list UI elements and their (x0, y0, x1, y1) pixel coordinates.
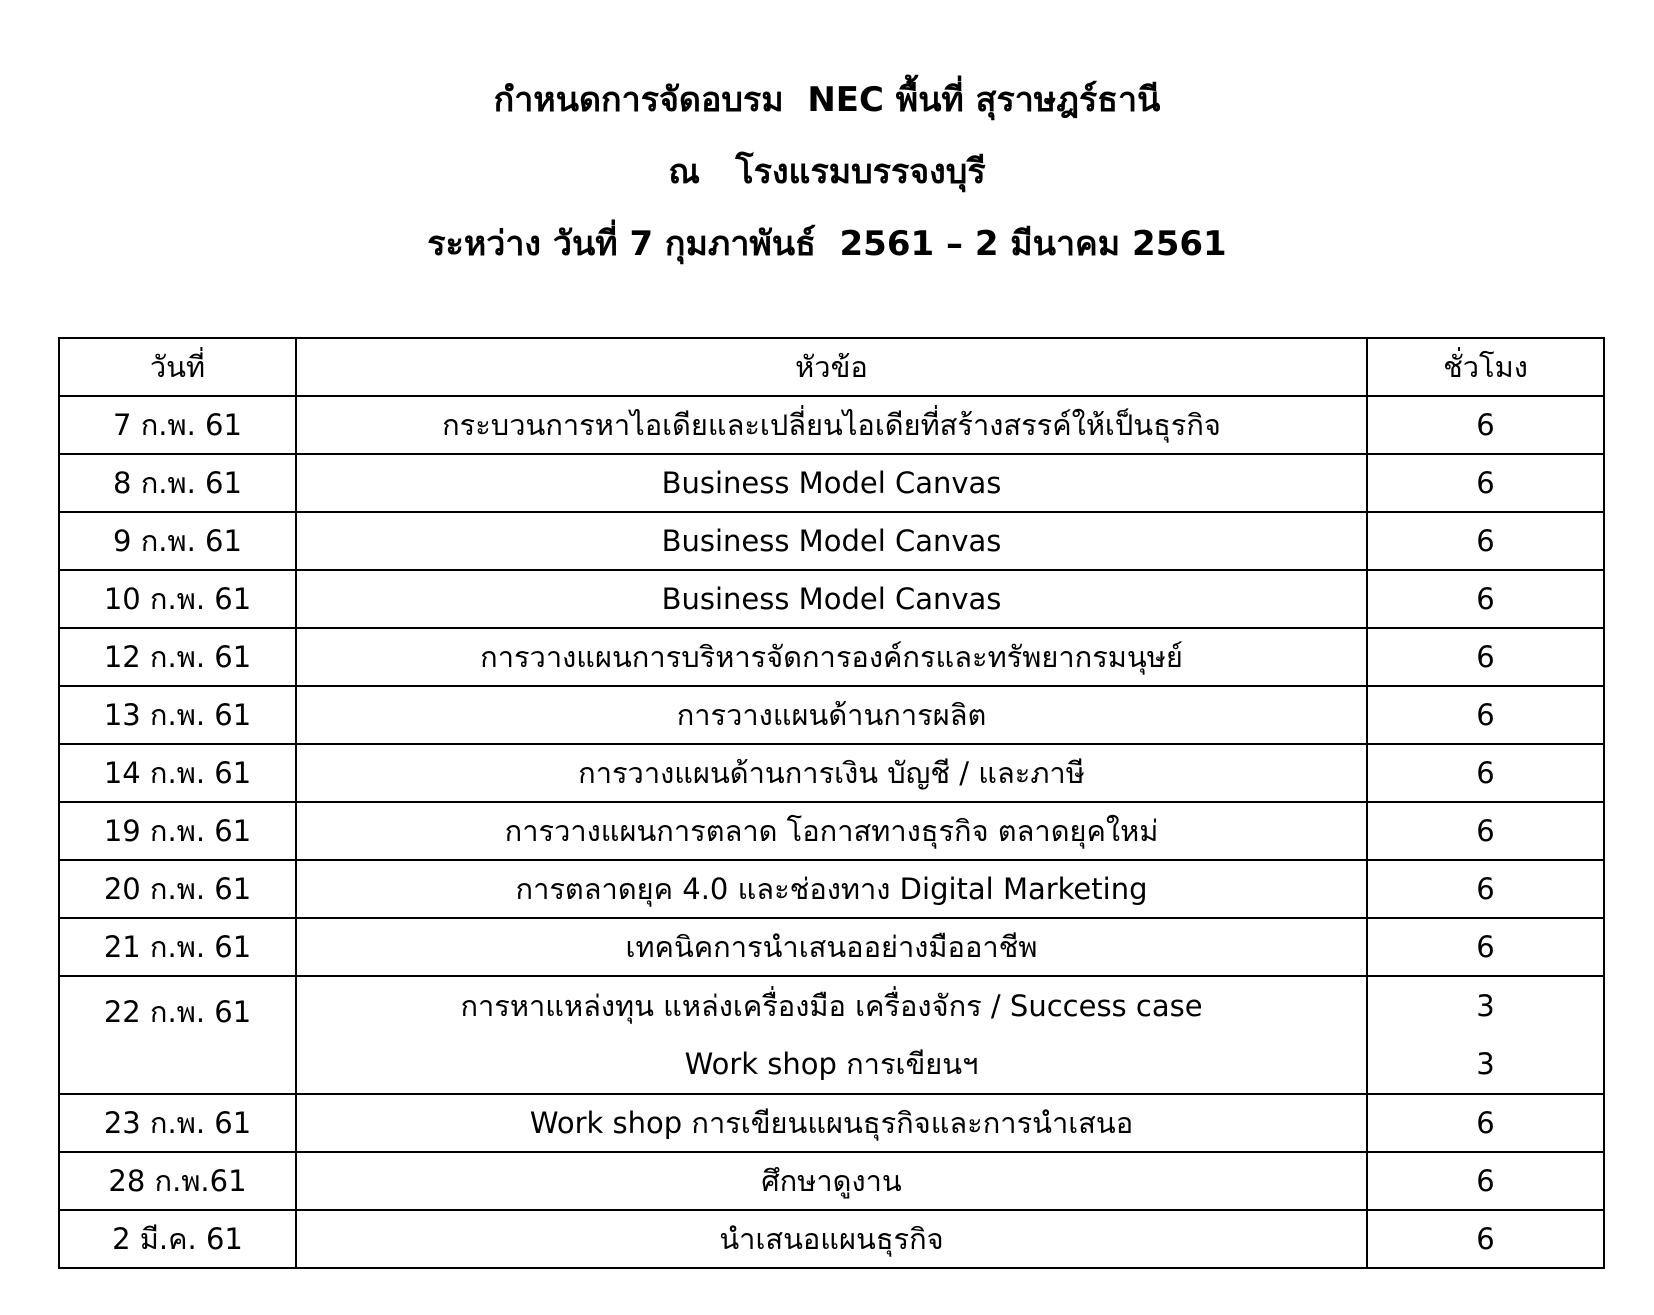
row-date: 2 มี.ค. 61 (59, 1210, 296, 1268)
title-line-1: กำหนดการจัดอบรม NEC พื้นที่ สุราษฎร์ธานี (493, 80, 1161, 120)
row-topic: การวางแผนด้านการผลิต (296, 686, 1367, 744)
table-row (59, 686, 1604, 744)
table-row (59, 1152, 1604, 1210)
table-row (59, 1210, 1604, 1268)
row-date: 20 ก.พ. 61 (59, 860, 296, 918)
table-row (59, 454, 1604, 512)
row-hours: 6 (1367, 396, 1604, 454)
title-line-3: ระหว่าง วันที่ 7 กุมภาพันธ์ 2561 – 2 มีนาคม 2561 (427, 224, 1227, 264)
row-date: 9 ก.พ. 61 (59, 512, 296, 570)
row-hours: 6 (1367, 686, 1604, 744)
row-date: 8 ก.พ. 61 (59, 454, 296, 512)
row-topic: การตลาดยุค 4.0 และช่องทาง Digital Marketing (296, 860, 1367, 918)
row-hours: 6 (1367, 1210, 1604, 1268)
table-row (59, 396, 1604, 454)
row-date: 23 ก.พ. 61 (59, 1094, 296, 1152)
table-row (59, 976, 1604, 1094)
row-date: 13 ก.พ. 61 (59, 686, 296, 744)
row-topic (296, 976, 1367, 1094)
document-title (0, 64, 1654, 280)
table-row (59, 570, 1604, 628)
row-date: 10 ก.พ. 61 (59, 570, 296, 628)
title-line-2: ณ โรงแรมบรรจงบุรี (668, 152, 986, 192)
row-hours: 6 (1367, 744, 1604, 802)
row-hours: 6 (1367, 570, 1604, 628)
row-hours: 6 (1367, 1094, 1604, 1152)
row-topic: การวางแผนด้านการเงิน บัญชี / และภาษี (296, 744, 1367, 802)
row-date: 21 ก.พ. 61 (59, 918, 296, 976)
header-topic: หัวข้อ (296, 338, 1367, 396)
row-date: 28 ก.พ.61 (59, 1152, 296, 1210)
row-hours (1367, 976, 1604, 1094)
table-row (59, 918, 1604, 976)
row-topic: เทคนิคการนำเสนออย่างมืออาชีพ (296, 918, 1367, 976)
table-row (59, 1094, 1604, 1152)
row-topic: Business Model Canvas (296, 512, 1367, 570)
row-hours: 6 (1367, 918, 1604, 976)
row-date: 7 ก.พ. 61 (59, 396, 296, 454)
table-row (59, 628, 1604, 686)
table-row (59, 512, 1604, 570)
row-topic: Work shop การเขียนแผนธุรกิจและการนำเสนอ (296, 1094, 1367, 1152)
row-hours: 6 (1367, 454, 1604, 512)
row-date: 14 ก.พ. 61 (59, 744, 296, 802)
row-topic: Business Model Canvas (296, 454, 1367, 512)
row-hours: 6 (1367, 512, 1604, 570)
row-hours: 6 (1367, 802, 1604, 860)
row-hours: 6 (1367, 628, 1604, 686)
row-topic: การวางแผนการบริหารจัดการองค์กรและทรัพยากรมนุษย์ (296, 628, 1367, 686)
row-hours-line: 3 (1476, 989, 1495, 1023)
row-hours: 6 (1367, 860, 1604, 918)
schedule-table (58, 337, 1605, 1269)
row-topic: กระบวนการหาไอเดียและเปลี่ยนไอเดียที่สร้างสรรค์ให้เป็นธุรกิจ (296, 396, 1367, 454)
row-date: 12 ก.พ. 61 (59, 628, 296, 686)
table-row (59, 744, 1604, 802)
row-date: 22 ก.พ. 61 (59, 976, 296, 1094)
header-hours: ชั่วโมง (1367, 338, 1604, 396)
row-topic: ศึกษาดูงาน (296, 1152, 1367, 1210)
row-topic: นำเสนอแผนธุรกิจ (296, 1210, 1367, 1268)
row-topic-line: การหาแหล่งทุน แหล่งเครื่องมือ เครื่องจักร / Success case (460, 989, 1203, 1023)
row-date: 19 ก.พ. 61 (59, 802, 296, 860)
table-row (59, 802, 1604, 860)
table-row (59, 860, 1604, 918)
row-topic: Business Model Canvas (296, 570, 1367, 628)
row-topic: การวางแผนการตลาด โอกาสทางธุรกิจ ตลาดยุคใหม่ (296, 802, 1367, 860)
row-topic-line: Work shop การเขียนฯ (684, 1047, 979, 1081)
header-date: วันที่ (59, 338, 296, 396)
row-hours: 6 (1367, 1152, 1604, 1210)
table-header-row (59, 338, 1604, 396)
row-hours-line: 3 (1476, 1047, 1495, 1081)
